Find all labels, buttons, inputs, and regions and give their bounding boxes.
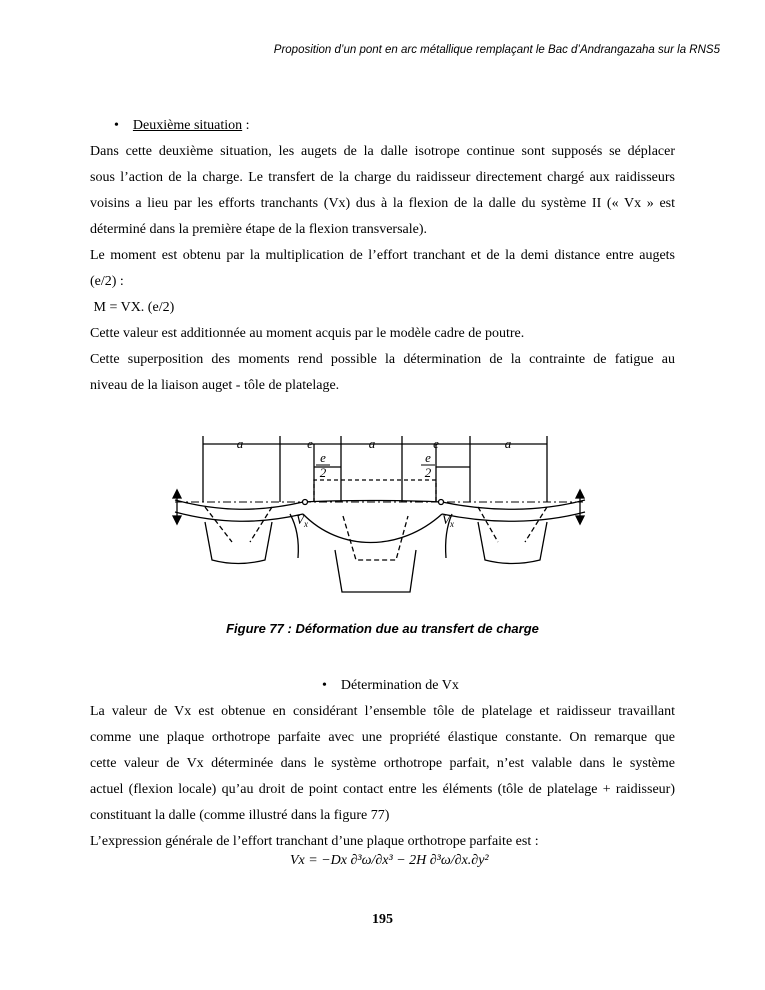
dimension-label-e: e <box>433 436 439 451</box>
section-title: Détermination de Vx <box>340 678 459 693</box>
text-line: sous l’action de la charge. Le transfert de la charge du raidisseur directement chargé aux raidisseurs <box>90 170 675 185</box>
dimension-label-2: 2 <box>319 465 327 480</box>
running-header: Proposition d’un pont en arc métallique remplaçant le Bac d’Andrangazaha sur la RNS5 <box>273 44 720 56</box>
dimension-label-a: a <box>368 436 376 451</box>
dimension-label-2: 2 <box>424 465 432 480</box>
text-line: cette valeur de Vx déterminée dans le système orthotrope parfait, n’est valable dans le système <box>90 756 675 771</box>
page-number: 195 <box>372 912 393 927</box>
dimension-label-e: e <box>307 436 313 451</box>
text-line: Cette valeur est additionnée au moment acquis par le modèle cadre de poutre. <box>90 326 525 341</box>
section1-heading <box>114 113 250 139</box>
dimension-label-a: a <box>236 436 244 451</box>
text-line: déterminé dans la première étape de la flexion transversale). <box>90 222 428 237</box>
text-line: actuel (flexion locale) qu’au droit de point contact entre les éléments (tôle de platelage + raidisseur) <box>90 782 675 797</box>
dimension-label-a: a <box>504 436 512 451</box>
figure-caption: Figure 77 : Déformation due au transfert de charge <box>226 621 539 636</box>
text-line: (e/2) : <box>90 274 124 289</box>
section1-paragraph <box>90 139 675 399</box>
text-line: comme une plaque orthotrope parfaite avec une propriété élastique constante. On remarque que <box>90 730 675 745</box>
dimension-label-e: e <box>320 450 326 465</box>
text-line: Le moment est obtenu par la multiplication de l’effort tranchant et de la demi distance entre augets <box>90 248 675 263</box>
text-line: niveau de la liaison auget - tôle de platelage. <box>90 378 340 393</box>
shear-force-formula: Vx = −Dx ∂³ω/∂x³ − 2H ∂³ω/∂x.∂y² <box>290 853 489 868</box>
bullet: • <box>322 678 327 693</box>
text-line: constituant la dalle (comme illustré dans la figure 77) <box>90 808 390 823</box>
deformation-figure <box>0 432 765 607</box>
text-line: voisins a lieu par les efforts tranchants (Vx) dus à la flexion de la dalle du système II (« Vx » est <box>90 196 675 211</box>
text-line: Dans cette deuxième situation, les augets de la dalle isotrope continue sont supposés se déplacer <box>90 144 675 159</box>
dimension-label-e: e <box>425 450 431 465</box>
moment-formula-line: M = VX. (e/2) <box>90 300 175 315</box>
section2-paragraph <box>90 699 675 855</box>
bullet: • <box>114 118 119 133</box>
vx-label: $V_x$ <box>442 512 454 529</box>
section2-heading <box>322 673 459 699</box>
text-line: Cette superposition des moments rend possible la détermination de la contrainte de fatigue au <box>90 352 675 367</box>
title-suffix: : <box>242 118 250 133</box>
text-line: La valeur de Vx est obtenue en considérant l’ensemble tôle de platelage et raidisseur travaillant <box>90 704 675 719</box>
section-title: Deuxième situation <box>132 118 243 133</box>
text-line: L’expression générale de l’effort tranchant d’une plaque orthotrope parfaite est : <box>90 834 539 849</box>
vx-label: $V_x$ <box>296 512 308 529</box>
